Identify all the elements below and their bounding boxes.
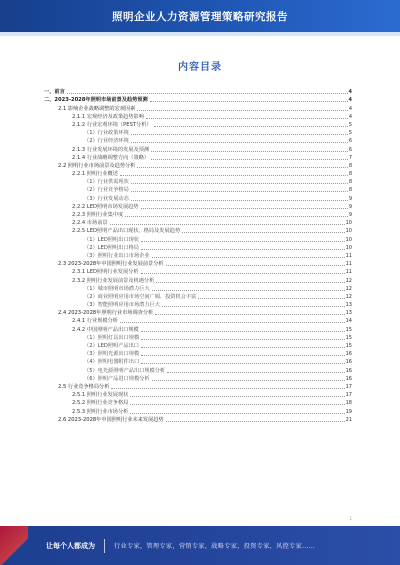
toc-dot-leader [198,298,344,299]
toc-dot-leader [130,404,344,405]
toc-entry-label: 2.4.2 中国照明产品出口规模 [72,326,139,333]
footer-slogan: 让每个人都成为 [46,541,95,550]
toc-entry[interactable] [44,161,352,169]
toc-dot-leader [155,314,344,315]
toc-entry[interactable] [44,308,352,316]
report-title: 照明企业人力资源管理策略研究报告 [112,10,288,23]
toc-entry[interactable] [44,185,352,193]
toc-entry-label: 2.4 2023-2028年照明行业市场调查分析 [58,310,154,317]
toc-entry-label: （2）行业经济环境 [84,138,129,145]
toc-entry[interactable] [44,128,352,136]
toc-entry-page: 9 [348,212,352,218]
toc-dot-leader [131,191,348,192]
toc-dot-leader [162,306,345,307]
toc-dot-leader [154,126,348,127]
toc-entry-page: 9 [348,203,352,210]
toc-entry[interactable] [44,103,352,111]
toc-entry-page: 15 [345,326,352,333]
toc-entry-label: 2.2.5 LED照明产品出口现状、格局及发展趋势 [72,228,181,235]
toc-entry-label: 二、2023-2028年照明市场前景及趋势预测 [44,97,148,104]
toc-entry-page: 10 [345,244,352,251]
toc-entry-label: （1）行业供需现状 [84,179,129,186]
toc-entry-page: 8 [348,179,352,186]
toc-entry-page: 11 [345,269,352,276]
toc-entry-label: 2.5.3 照明行业市场分析 [72,408,129,415]
toc-entry-label: 2.2.4 市场前景 [72,220,108,227]
toc-entry[interactable] [44,390,352,398]
toc-entry-label: 2.5.2 照明行业竞争格局 [72,400,129,407]
toc-entry[interactable] [44,234,352,242]
toc-entry[interactable] [44,120,352,128]
toc-entry-page: 4 [348,97,352,104]
toc-entry[interactable] [44,144,352,152]
toc-dot-leader [137,167,347,168]
toc-entry[interactable] [44,210,352,218]
toc-dot-leader [137,110,347,111]
toc-dot-leader [141,249,345,250]
toc-entry-page: 16 [345,359,352,366]
toc-entry-label: （3）智能照明应用市场潜力巨大 [84,302,160,309]
toc-entry-page: 17 [345,383,352,390]
toc-entry[interactable] [44,87,352,95]
toc-entry-page: 12 [345,285,352,292]
toc-dot-leader [120,322,345,323]
toc-dot-leader [151,159,348,160]
toc-entry-label: （3）照明光源出口规模 [84,351,140,358]
toc-entry-label: 2.3.2 照明行业发展前景及机遇分析 [72,277,155,284]
toc-entry-label: 2.5.1 照明行业发展现状 [72,392,129,399]
toc-entry[interactable] [44,267,352,275]
toc-entry[interactable] [44,218,352,226]
toc-entry-page: 12 [345,277,352,284]
toc-entry[interactable] [44,243,352,251]
toc-entry-page: 17 [345,392,352,399]
toc-entry-label: 2.2.3 照明行业集中度 [72,212,124,218]
toc-dot-leader [130,396,344,397]
toc-entry-page: 7 [348,154,352,161]
toc-entry-page: 21 [345,416,352,423]
toc-dot-leader [152,257,345,258]
toc-entry-label: 2.2 照明行业市场前景及趋势分析 [58,162,136,169]
toc-entry-page: 6 [348,146,352,153]
toc-entry[interactable] [44,357,352,365]
toc-entry[interactable] [44,259,352,267]
toc-entry-label: 2.1.2 行业宏观环境（PEST分析） [72,121,152,128]
toc-entry-label: 2.1.3 行业发展环境的发展及预测 [72,146,150,153]
toc-dot-leader [110,224,345,225]
toc-entry[interactable] [44,136,352,144]
toc-entry-page: 9 [348,195,352,202]
toc-entry-page: 15 [345,334,352,341]
toc-dot-leader [150,101,348,102]
page-number: 1 [349,516,352,521]
toc-dot-leader [141,347,345,348]
toc-entry[interactable] [44,95,352,103]
toc-dot-leader [131,142,348,143]
toc-dot-leader [131,183,348,184]
toc-entry[interactable] [44,349,352,357]
toc-dot-leader [141,363,344,364]
toc-dot-leader [152,290,345,291]
toc-entry[interactable] [44,193,352,201]
toc-entry-page: 8 [348,171,352,178]
toc-entry-label: 2.1 影响企业战略调整的宏观因素 [58,105,136,112]
toc-entry[interactable] [44,333,352,341]
toc-entry-page: 4 [348,105,352,112]
toc-entry-label: 2.1.4 行业战略调整方向（策略） [72,154,150,161]
toc-entry-page: 15 [345,343,352,349]
toc-dot-leader [141,355,344,356]
toc-entry-page: 6 [348,138,352,145]
toc-heading: 内容目录 [178,62,222,73]
toc-entry[interactable] [44,406,352,414]
toc-dot-leader [166,265,345,266]
toc-dot-leader [156,282,344,283]
toc-dot-leader [141,339,344,340]
toc-entry[interactable] [44,251,352,259]
toc-entry-page: 10 [345,220,352,227]
toc-entry-page: 5 [348,121,352,128]
toc-dot-leader [141,208,348,209]
toc-dot-leader [182,232,345,233]
toc-entry-label: 2.2.2 LED照明市场发展趋势 [72,203,139,210]
toc-entry-label: 2.6 2023-2028年中国照明行业未来发展趋势 [58,416,164,423]
toc-entry-label: （2）LED照明出口格局 [84,244,139,251]
toc-entry-page: 18 [345,400,352,407]
toc-entry-label: （6）照明产品进口规模分析 [84,375,150,382]
footer-services: 行业专家，管理专家，营销专家，战略专家，投资专家，风控专家…… [114,543,316,550]
toc-entry-label: 2.3 2023-2028年中国照明行业发展前景分析 [58,261,164,268]
toc-entry-label: （1）LED照明出口现状 [84,236,139,243]
toc-entry-page: 19 [345,408,352,415]
report-header [0,0,400,32]
toc-entry-page: 8 [348,162,352,169]
toc-entry-page: 8 [348,187,352,194]
toc-entry-label: （3）照明行业出口市场企业 [84,252,150,259]
toc-entry-page: 10 [345,228,352,235]
toc-entry-page: 16 [345,375,352,382]
toc-entry[interactable] [44,275,352,283]
footer-corner-accent [0,526,28,565]
table-of-contents [44,87,352,423]
toc-entry-page: 16 [345,367,352,374]
toc-entry-label: （3）行业发展动态 [84,195,129,202]
toc-dot-leader [67,93,348,94]
toc-entry-label: （2）LED照明产品出口 [84,343,139,349]
toc-dot-leader [141,273,345,274]
toc-dot-leader [111,388,344,389]
toc-entry[interactable] [44,177,352,185]
toc-entry-label: （4）照明电器附件出口 [84,359,140,366]
toc-dot-leader [151,151,348,152]
toc-entry-page: 16 [345,351,352,358]
toc-entry-page: 5 [348,130,352,137]
toc-entry[interactable] [44,300,352,308]
toc-entry-label: （1）照明灯具出口规模 [84,334,140,341]
toc-entry[interactable] [44,365,352,373]
toc-entry[interactable] [44,226,352,234]
toc-entry[interactable] [44,153,352,161]
toc-entry-page: 4 [348,113,352,120]
toc-entry-label: （2）商业照明应用市场空间广阔、投资机会丰富 [84,293,197,300]
toc-entry[interactable] [44,112,352,120]
toc-dot-leader [125,216,348,217]
toc-entry[interactable] [44,316,352,324]
toc-entry[interactable] [44,202,352,210]
toc-entry[interactable] [44,415,352,423]
toc-entry[interactable] [44,374,352,382]
toc-entry-label: 2.5 行业竞争格局分析 [58,383,110,390]
toc-entry-label: 2.2.1 照明行业概述 [72,171,118,178]
toc-entry[interactable] [44,169,352,177]
toc-entry-label: 2.3.1 LED照明行业发展分析 [72,269,139,276]
toc-entry[interactable] [44,292,352,300]
toc-entry-label: （1）城市照明市场潜力巨大 [84,285,150,292]
toc-entry[interactable] [44,382,352,390]
toc-entry-label: 2.1.1 宏观经济及政策趋势影响 [72,113,144,120]
toc-entry-label: （2）行业竞争格局 [84,187,129,194]
toc-entry[interactable] [44,341,352,349]
toc-entry[interactable] [44,284,352,292]
toc-entry-page: 10 [345,236,352,243]
toc-dot-leader [141,241,345,242]
toc-dot-leader [166,421,345,422]
toc-dot-leader [131,134,348,135]
toc-dot-leader [141,331,345,332]
toc-dot-leader [130,413,344,414]
toc-dot-leader [167,372,345,373]
footer-banner [0,526,400,565]
toc-entry-page: 14 [345,318,352,325]
toc-entry-label: （1）行业政策环境 [84,130,129,137]
toc-dot-leader [152,380,345,381]
toc-entry[interactable] [44,398,352,406]
toc-entry-page: 11 [345,261,352,268]
toc-entry-page: 11 [345,252,352,259]
toc-dot-leader [131,200,348,201]
toc-entry-label: 2.4.1 行业规模分析 [72,318,118,325]
toc-entry-page: 13 [345,302,352,309]
toc-entry-page: 13 [345,310,352,317]
toc-entry-label: 一、前言 [44,89,65,96]
toc-entry-page: 12 [345,293,352,300]
toc-dot-leader [146,118,348,119]
toc-entry-page: 4 [348,89,352,96]
header-accent-band [0,32,400,36]
footer-divider [104,539,105,553]
toc-dot-leader [120,175,348,176]
toc-entry[interactable] [44,324,352,332]
toc-entry-label: （5）电光源照明产品出口规模分析 [84,367,166,374]
